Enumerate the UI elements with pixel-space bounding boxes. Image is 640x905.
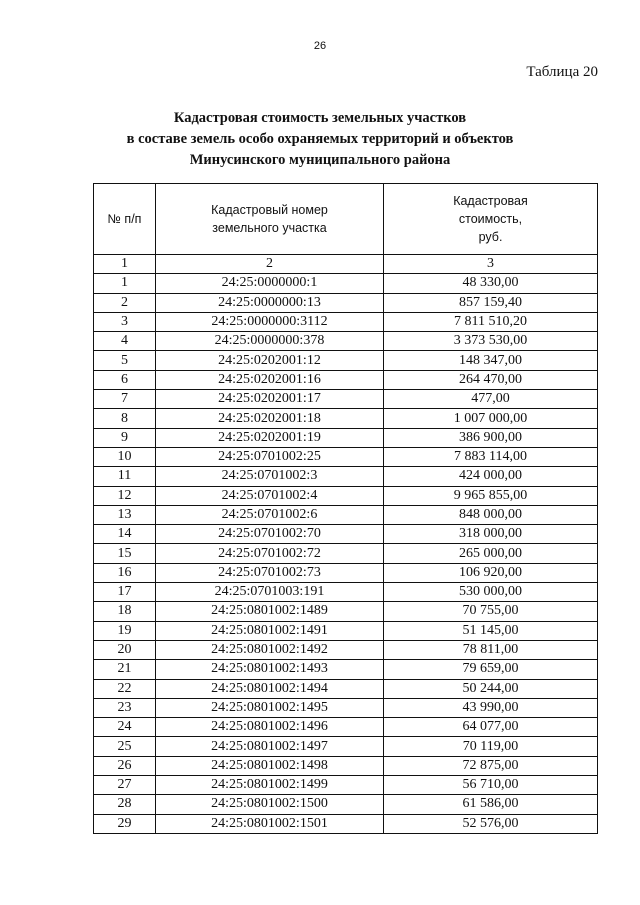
table-row [94,602,598,621]
cadastral-value: 72 875,00 [384,756,598,775]
cadastral-number: 24:25:0801002:1497 [156,737,384,756]
cadastral-value: 857 159,40 [384,293,598,312]
column-number: 1 [94,255,156,274]
row-index: 29 [94,814,156,833]
header-index: № п/п [94,184,156,255]
cadastral-value: 51 145,00 [384,621,598,640]
page-number: 26 [313,40,327,52]
cadastral-value: 386 900,00 [384,428,598,447]
table-row [94,409,598,428]
table-row [94,390,598,409]
table-row [94,544,598,563]
row-index: 16 [94,563,156,582]
cadastral-value: 78 811,00 [384,640,598,659]
cadastral-number: 24:25:0701002:73 [156,563,384,582]
table-row [94,737,598,756]
cadastral-number: 24:25:0000000:13 [156,293,384,312]
column-number: 2 [156,255,384,274]
cadastral-value: 61 586,00 [384,795,598,814]
table-row [94,621,598,640]
title-line: в составе земель особо охраняемых территорий и объектов [126,131,514,147]
cadastral-value: 264 470,00 [384,370,598,389]
table-row [94,428,598,447]
cadastral-value: 530 000,00 [384,583,598,602]
table-row [94,505,598,524]
table-row [94,640,598,659]
row-index: 21 [94,660,156,679]
cadastral-number: 24:25:0202001:16 [156,370,384,389]
table-row [94,583,598,602]
row-index: 22 [94,679,156,698]
cadastral-value: 70 119,00 [384,737,598,756]
table-row [94,718,598,737]
cadastral-value: 148 347,00 [384,351,598,370]
row-index: 18 [94,602,156,621]
row-index: 26 [94,756,156,775]
table-row [94,370,598,389]
row-index: 25 [94,737,156,756]
cadastral-number: 24:25:0000000:378 [156,332,384,351]
cadastral-number: 24:25:0801002:1499 [156,776,384,795]
cadastral-value: 43 990,00 [384,698,598,717]
table-row [94,312,598,331]
cadastral-number: 24:25:0801002:1492 [156,640,384,659]
cadastral-number: 24:25:0202001:12 [156,351,384,370]
row-index: 12 [94,486,156,505]
cadastral-value: 477,00 [384,390,598,409]
cadastral-value: 1 007 000,00 [384,409,598,428]
cadastral-value-table [93,183,598,834]
row-index: 4 [94,332,156,351]
cadastral-value: 265 000,00 [384,544,598,563]
row-index: 14 [94,525,156,544]
cadastral-number: 24:25:0801002:1493 [156,660,384,679]
cadastral-value: 79 659,00 [384,660,598,679]
table-label: Таблица 20 [526,64,598,80]
row-index: 19 [94,621,156,640]
row-index: 2 [94,293,156,312]
table-row [94,447,598,466]
table-row [94,660,598,679]
row-index: 13 [94,505,156,524]
row-index: 15 [94,544,156,563]
cadastral-value: 7 883 114,00 [384,447,598,466]
cadastral-value: 64 077,00 [384,718,598,737]
row-index: 23 [94,698,156,717]
cadastral-number: 24:25:0701002:70 [156,525,384,544]
cadastral-number: 24:25:0701002:6 [156,505,384,524]
row-index: 1 [94,274,156,293]
cadastral-number: 24:25:0801002:1489 [156,602,384,621]
row-index: 11 [94,467,156,486]
cadastral-number: 24:25:0701002:3 [156,467,384,486]
cadastral-number: 24:25:0801002:1498 [156,756,384,775]
row-index: 20 [94,640,156,659]
header-cadastral-number: Кадастровый номер земельного участка [156,184,384,255]
cadastral-value: 52 576,00 [384,814,598,833]
cadastral-number: 24:25:0000000:1 [156,274,384,293]
row-index: 3 [94,312,156,331]
title-line: Кадастровая стоимость земельных участков [173,110,467,126]
cadastral-number: 24:25:0202001:17 [156,390,384,409]
table-row [94,486,598,505]
row-index: 6 [94,370,156,389]
cadastral-value: 7 811 510,20 [384,312,598,331]
cadastral-number: 24:25:0701002:25 [156,447,384,466]
cadastral-number: 24:25:0801002:1494 [156,679,384,698]
column-number: 3 [384,255,598,274]
table-row [94,274,598,293]
cadastral-value: 56 710,00 [384,776,598,795]
table-row [94,756,598,775]
cadastral-value: 48 330,00 [384,274,598,293]
cadastral-number: 24:25:0202001:18 [156,409,384,428]
column-numbering-row [94,255,598,274]
row-index: 5 [94,351,156,370]
cadastral-value: 50 244,00 [384,679,598,698]
cadastral-number: 24:25:0801002:1501 [156,814,384,833]
cadastral-number: 24:25:0801002:1495 [156,698,384,717]
table-row [94,795,598,814]
table-row [94,814,598,833]
cadastral-number: 24:25:0000000:3112 [156,312,384,331]
cadastral-number: 24:25:0801002:1496 [156,718,384,737]
row-index: 17 [94,583,156,602]
row-index: 10 [94,447,156,466]
row-index: 28 [94,795,156,814]
row-index: 7 [94,390,156,409]
row-index: 24 [94,718,156,737]
table-row [94,776,598,795]
table-row [94,525,598,544]
cadastral-value: 424 000,00 [384,467,598,486]
cadastral-value: 318 000,00 [384,525,598,544]
table-row [94,698,598,717]
row-index: 8 [94,409,156,428]
cadastral-value: 70 755,00 [384,602,598,621]
title-line: Минусинского муниципального района [189,152,451,168]
document-title [0,108,640,171]
header-cadastral-value: Кадастровая стоимость, руб. [384,184,598,255]
table-row [94,351,598,370]
table-row [94,679,598,698]
cadastral-value: 106 920,00 [384,563,598,582]
cadastral-number: 24:25:0202001:19 [156,428,384,447]
header-row [94,184,598,255]
table-row [94,467,598,486]
cadastral-value: 3 373 530,00 [384,332,598,351]
table-row [94,563,598,582]
row-index: 27 [94,776,156,795]
cadastral-value: 9 965 855,00 [384,486,598,505]
row-index: 9 [94,428,156,447]
cadastral-number: 24:25:0701003:191 [156,583,384,602]
cadastral-number: 24:25:0701002:4 [156,486,384,505]
cadastral-number: 24:25:0801002:1491 [156,621,384,640]
cadastral-number: 24:25:0701002:72 [156,544,384,563]
cadastral-value: 848 000,00 [384,505,598,524]
table-row [94,332,598,351]
cadastral-number: 24:25:0801002:1500 [156,795,384,814]
table-row [94,293,598,312]
